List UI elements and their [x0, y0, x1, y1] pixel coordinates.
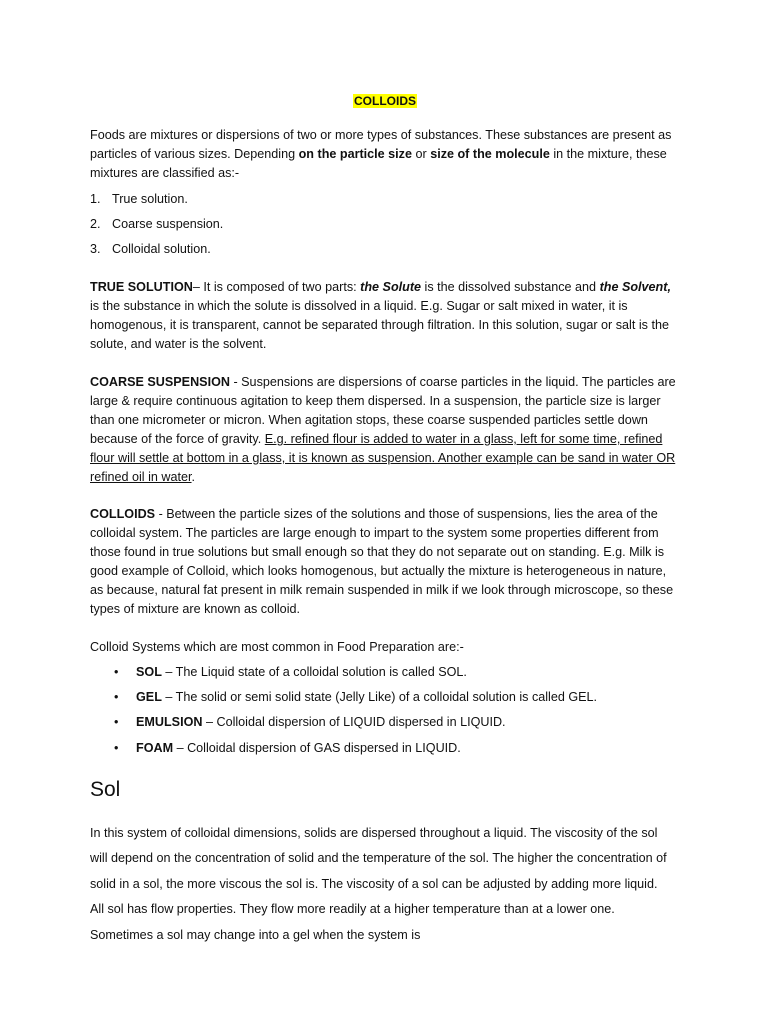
coarse-suspension-paragraph: COARSE SUSPENSION - Suspensions are dispersions of coarse particles in the liquid. The particles are large & require continuous agitation to keep them dispersed. In a suspension, the particle size is larger than one micrometer or micron. When agitation stops, these coarse suspended particles settle down because of the force of gravity. E.g. refined flour is added to water in a glass, left for some time, refined flour will settle at bottom in a glass, it is known as suspension. Another example can be sand in water OR refined oil in water.: [90, 375, 676, 484]
true-solution-paragraph: TRUE SOLUTION– It is composed of two parts: the Solute is the dissolved substance and the Solvent, is the substance in which the solute is dissolved in a liquid. E.g. Sugar or salt mixed in water, it is homogenous, it is transparent, cannot be separated through filtration. In this solution, sugar or salt is the solute, and water is the solvent.: [90, 280, 671, 351]
bullet-icon: •: [114, 715, 119, 729]
sol-paragraph: In this system of colloidal dimensions, solids are dispersed throughout a liquid. The viscosity of the sol will depend on the concentration of solid and the temperature of the sol. The higher the concentration of solid in a sol, the more viscous the sol is. The viscosity of a sol can be adjusted by adding more liquid. All sol has flow properties. They flow more readily at a higher temperature than at a lower one. Sometimes a sol may change into a gel when the system is: [90, 825, 667, 942]
bullet-icon: •: [114, 741, 119, 755]
bullet-icon: •: [114, 690, 119, 704]
colloids-paragraph: COLLOIDS - Between the particle sizes of the solutions and those of suspensions, lies the area of the colloidal system. The particles are large enough to impart to the system some properties different from those found in true solutions but small enough so that they do not separate out on standing. E.g. Milk is good example of Colloid, which looks homogenous, but actually the mixture is heterogeneous in nature, as because, natural fat present in milk remain suspended in milk if we look through microscope, so these types of mixture are known as colloid.: [90, 507, 674, 616]
list-item: 2. Coarse suspension.: [90, 217, 224, 231]
bullet-icon: •: [114, 665, 119, 679]
document-title: [90, 92, 680, 111]
systems-intro: Colloid Systems which are most common in Food Preparation are:-: [90, 640, 464, 654]
sol-heading: Sol: [90, 778, 121, 801]
intro-paragraph: Foods are mixtures or dispersions of two or more types of substances. These substances are present as particles of various sizes. Depending on the particle size or size of the molecule in the mixture, these mixtures are classified as:-: [90, 128, 672, 180]
title-text: COLLOIDS: [354, 94, 416, 108]
list-item: 1. True solution.: [90, 192, 188, 206]
list-item: 3. Colloidal solution.: [90, 242, 211, 256]
